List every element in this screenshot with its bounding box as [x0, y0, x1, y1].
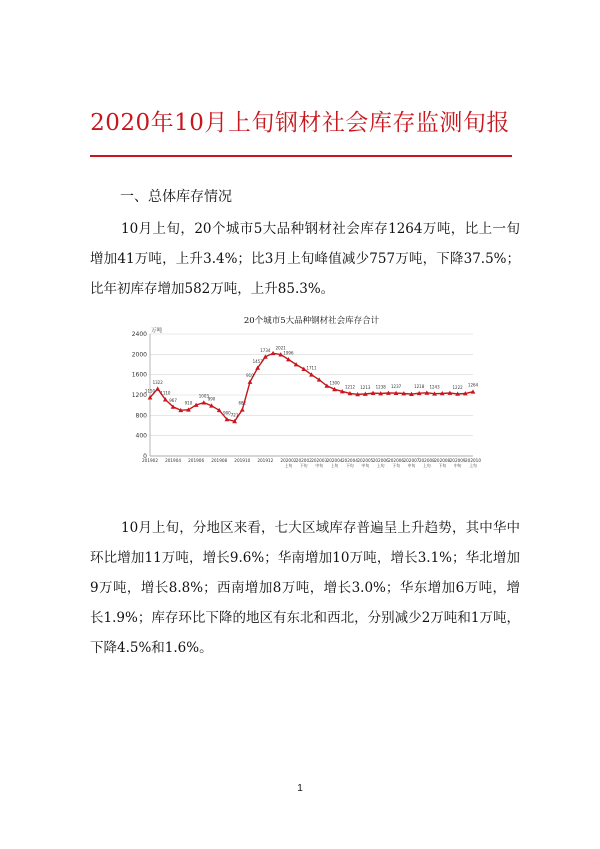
data-label: 1300 — [329, 380, 340, 386]
x-tick-label: 201908 — [211, 458, 228, 463]
data-label: 1212 — [344, 384, 356, 390]
inventory-chart — [118, 312, 481, 472]
data-label: 1238 — [375, 384, 386, 390]
data-label: 990 — [207, 396, 216, 402]
x-tick-label: 201906 — [188, 458, 205, 463]
data-label: 967 — [169, 397, 177, 403]
data-point-marker — [240, 407, 245, 411]
data-label: 910 — [246, 372, 254, 378]
y-axis-unit-label: 万吨 — [151, 328, 163, 334]
x-tick-sublabel: 上旬 — [423, 463, 431, 468]
x-tick-sublabel: 下旬 — [346, 463, 354, 468]
data-label: 1222 — [452, 384, 463, 390]
y-tick-label: 800 — [135, 412, 147, 420]
inventory-line-chart — [118, 312, 481, 472]
series-line — [150, 353, 473, 421]
data-label: 1218 — [414, 384, 425, 390]
x-tick-sublabel: 上旬 — [330, 463, 339, 468]
data-label: 1457 — [252, 358, 263, 364]
x-tick-label: 202006 — [388, 458, 405, 463]
x-tick-sublabel: 下旬 — [300, 463, 308, 468]
x-tick-label: 201902 — [142, 458, 158, 463]
data-label: 1003 — [198, 393, 209, 399]
x-tick-label: 202007 — [403, 458, 420, 463]
x-tick-sublabel: 中旬 — [315, 463, 323, 468]
chart-title: 20个城市5大品种钢材社会库存合计 — [243, 316, 380, 326]
data-label: 1237 — [391, 384, 402, 390]
x-tick-label: 202009 — [449, 458, 466, 463]
x-tick-sublabel: 中旬 — [453, 463, 462, 468]
data-label: 1110 — [160, 390, 171, 396]
data-label: 1264 — [467, 382, 479, 388]
x-tick-label: 202008 — [434, 458, 451, 463]
paragraph-overall: 10月上旬，20个城市5大品种钢材社会库存1264万吨，比上一旬增加41万吨，上升3.4%；比3月上旬峰值减少757万吨，下降37.5%；比年初库存增加582万吨，上升85.3%。 — [90, 221, 520, 297]
y-tick-label: 2000 — [131, 351, 147, 359]
data-label: 910 — [184, 400, 193, 406]
data-label: 2021 — [275, 345, 286, 351]
data-label: 1322 — [152, 379, 163, 385]
data-label: 900 — [223, 410, 231, 416]
x-tick-sublabel: 下旬 — [392, 463, 400, 468]
y-tick-label: 400 — [135, 432, 147, 440]
report-title: 2020年10月上旬钢材社会库存监测旬报 — [90, 110, 510, 136]
data-label: 721 — [230, 412, 239, 418]
x-tick-label: 202004 — [341, 458, 358, 463]
x-tick-sublabel: 上旬 — [469, 463, 477, 468]
title-divider — [90, 155, 512, 157]
y-tick-label: 0 — [143, 453, 147, 460]
paragraph-regional: 10月上旬，分地区来看，七大区域库存普遍呈上升趋势，其中华中环比增加11万吨，增长9.6%；华南增加10万吨，增长3.1%；华北增加9万吨，增长8.8%；西南增加8万吨，增长3.0%；华东增加6万吨，增长1.9%；库存环比下降的地区有东北和西北，分别减少2万吨和1万吨，下降4.5%和1.6%。 — [90, 520, 520, 656]
data-label: 1996 — [283, 350, 294, 356]
x-tick-label: 202010 — [465, 458, 481, 463]
data-label: 682 — [238, 400, 247, 406]
x-tick-sublabel: 中旬 — [407, 463, 416, 468]
x-tick-label: 201904 — [165, 458, 182, 463]
data-label: 1213 — [360, 384, 371, 390]
page-number: 1 — [297, 783, 303, 794]
x-tick-label: 202005 — [357, 458, 374, 463]
x-tick-label: 202003 — [311, 458, 328, 463]
x-tick-label: 202002 — [280, 458, 297, 463]
x-tick-sublabel: 上旬 — [376, 463, 385, 468]
x-tick-label: 202002 — [295, 458, 312, 463]
data-label: 1711 — [306, 365, 317, 371]
y-tick-label: 1600 — [131, 371, 147, 379]
x-tick-sublabel: 下旬 — [438, 463, 447, 468]
data-label: 1734 — [260, 347, 271, 353]
x-tick-label: 202008 — [418, 458, 435, 463]
x-tick-label: 202004 — [326, 458, 343, 463]
y-tick-label: 1200 — [131, 392, 147, 399]
data-label: 1243 — [429, 384, 440, 390]
x-tick-label: 202006 — [372, 458, 389, 463]
x-tick-label: 201910 — [234, 458, 251, 463]
x-tick-label: 201912 — [257, 458, 274, 463]
y-tick-label: 2400 — [131, 331, 147, 338]
x-tick-sublabel: 上旬 — [284, 463, 293, 468]
x-tick-sublabel: 中旬 — [361, 463, 370, 468]
data-label: 1150 — [144, 388, 156, 394]
section-heading: 一、总体库存情况 — [120, 189, 232, 205]
